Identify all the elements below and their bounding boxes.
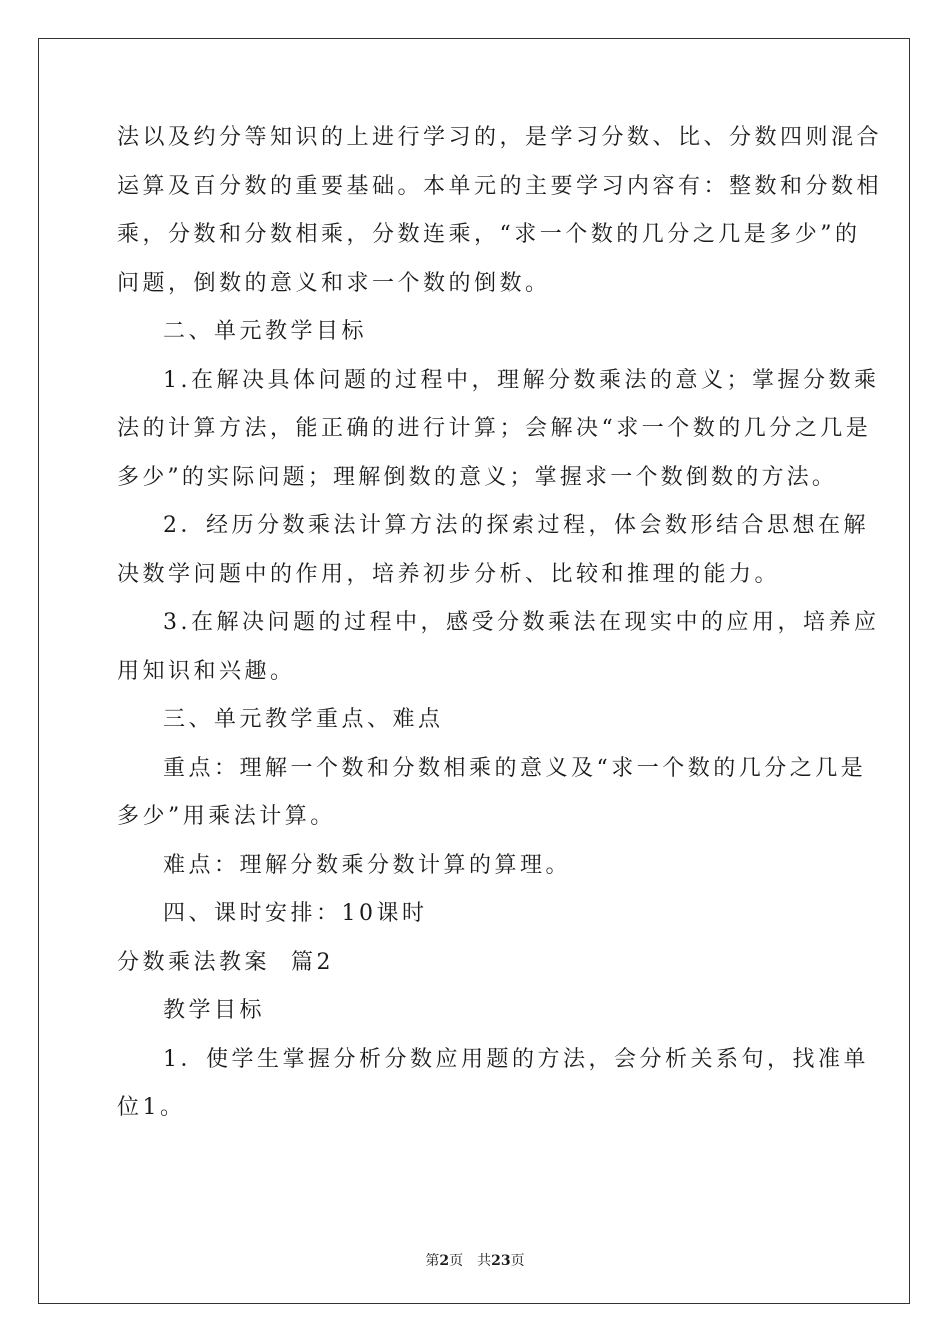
paragraph-line: 法的计算方法，能正确的进行计算；会解决“求一个数的几分之几是 — [117, 416, 872, 441]
document-body — [117, 125, 883, 1145]
paragraph-line: 决数学问题中的作用，培养初步分析、比较和推理的能力。 — [117, 561, 781, 587]
paragraph-line: 3.在解决问题的过程中，感受分数乘法在现实中的应用，培养应 — [163, 610, 880, 635]
page-number-total: 23 — [491, 1253, 511, 1269]
paragraph-line: 多少”的实际问题；理解倒数的意义；掌握求一个数倒数的方法。 — [117, 464, 838, 490]
section-heading: 教学目标 — [163, 998, 266, 1023]
page-label-suffix: 页 — [510, 1253, 525, 1269]
section-heading: 二、单元教学目标 — [163, 319, 368, 344]
paragraph-line: 问题，倒数的意义和求一个数的倒数。 — [117, 270, 551, 296]
paragraph-line: 1．使学生掌握分析分数应用题的方法，会分析关系句，找准单 — [163, 1046, 869, 1072]
paragraph-line: 多少”用乘法计算。 — [117, 804, 336, 829]
page-number-current: 2 — [439, 1253, 450, 1269]
page-label-mid: 页 共 — [449, 1253, 492, 1269]
paragraph-line: 乘，分数和分数相乘，分数连乘，“求一个数的几分之几是多少”的 — [117, 222, 861, 247]
document-title: 分数乘法教案 篇2 — [117, 949, 334, 975]
paragraph-line: 法以及约分等知识的上进行学习的，是学习分数、比、分数四则混合 — [117, 125, 883, 150]
paragraph-line: 位1。 — [117, 1095, 186, 1120]
page-label-prefix: 第 — [425, 1253, 440, 1269]
section-heading: 三、单元教学重点、难点 — [163, 707, 444, 732]
paragraph-line: 用知识和兴趣。 — [117, 658, 296, 684]
paragraph-line: 运算及百分数的重要基础。本单元的主要学习内容有：整数和分数相 — [117, 173, 883, 199]
paragraph-line: 2．经历分数乘法计算方法的探索过程，体会数形结合思想在解 — [163, 513, 869, 538]
paragraph-line: 难点：理解分数乘分数计算的算理。 — [163, 852, 572, 878]
paragraph-line: 重点：理解一个数和分数相乘的意义及“求一个数的几分之几是 — [163, 755, 867, 781]
page-footer — [0, 1250, 950, 1270]
section-heading: 四、课时安排：10课时 — [163, 901, 428, 926]
paragraph-line: 1.在解决具体问题的过程中，理解分数乘法的意义；掌握分数乘 — [163, 367, 880, 393]
